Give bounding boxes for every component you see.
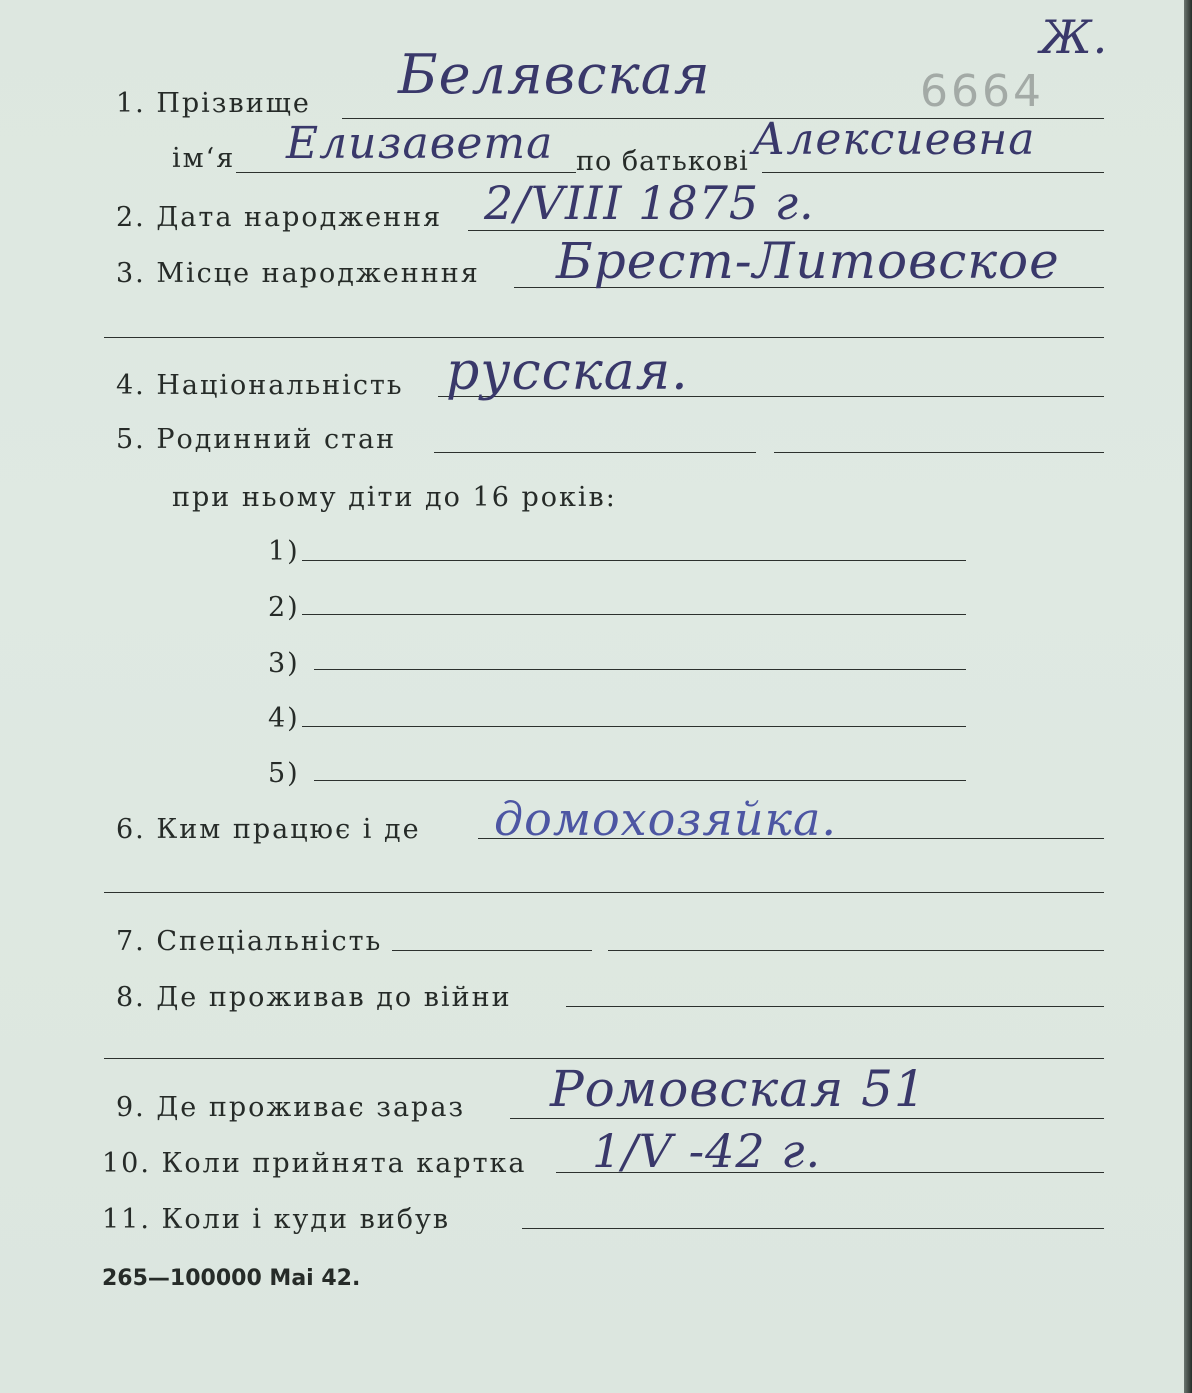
marital-status-label: 5. Родинний стан (116, 424, 397, 455)
specialty-line-a (392, 950, 592, 951)
current-residence-value: Ромовская 51 (550, 1060, 927, 1118)
card-edge (1184, 0, 1192, 1393)
nationality-value: русская. (446, 342, 689, 402)
occupation-value: домохозяйка. (494, 792, 838, 846)
card-accepted-label: 10. Коли прийнята картка (102, 1148, 527, 1179)
birth-place-value: Брест-Литовское (556, 232, 1060, 290)
first-name-label: ім‘я (172, 143, 236, 174)
child-2-label: 2) (268, 592, 300, 623)
first-name-value: Елизавета (286, 118, 554, 169)
prewar-residence-line (566, 1006, 1104, 1007)
current-residence-line (510, 1118, 1104, 1119)
birth-date-label: 2. Дата народження (116, 202, 443, 233)
corner-mark: Ж. (1040, 10, 1109, 64)
child-3-line (314, 669, 966, 670)
patronymic-line (762, 172, 1104, 173)
birth-place-label: 3. Місце народженння (116, 258, 480, 289)
patronymic-label: по батькові (576, 146, 749, 177)
current-residence-label: 9. Де проживає зараз (116, 1092, 466, 1123)
nationality-label: 4. Національність (116, 370, 404, 401)
child-2-line (302, 614, 966, 615)
child-3-label: 3) (268, 648, 300, 679)
child-4-line (302, 726, 966, 727)
birth-place-line-2 (104, 337, 1104, 338)
child-1-label: 1) (268, 536, 300, 567)
marital-status-line-b (774, 452, 1104, 453)
prewar-residence-label: 8. Де проживав до війни (116, 982, 512, 1013)
birth-date-value: 2/VIII 1875 г. (484, 176, 815, 230)
stamp-number: 6664 (920, 66, 1044, 117)
child-5-line (314, 780, 966, 781)
occupation-label: 6. Ким працює і де (116, 814, 421, 845)
specialty-label: 7. Спеціальність (116, 926, 383, 957)
children-label: при ньому діти до 16 років: (172, 482, 617, 513)
child-4-label: 4) (268, 703, 300, 734)
specialty-line-b (608, 950, 1104, 951)
departure-line (522, 1228, 1104, 1229)
patronymic-value: Алексиевна (752, 114, 1036, 165)
prewar-residence-line-2 (104, 1058, 1104, 1059)
child-1-line (302, 560, 966, 561)
departure-label: 11. Коли і куди вибув (102, 1204, 451, 1235)
print-footer: 265—100000 Mai 42. (102, 1266, 361, 1291)
surname-value: Белявская (398, 43, 711, 106)
occupation-line-2 (104, 892, 1104, 893)
card-accepted-value: 1/V -42 г. (592, 1124, 822, 1178)
child-5-label: 5) (268, 758, 300, 789)
first-name-line (236, 172, 576, 173)
birth-date-line (468, 230, 1104, 231)
marital-status-line-a (434, 452, 756, 453)
surname-label: 1. Прізвище (116, 88, 311, 119)
